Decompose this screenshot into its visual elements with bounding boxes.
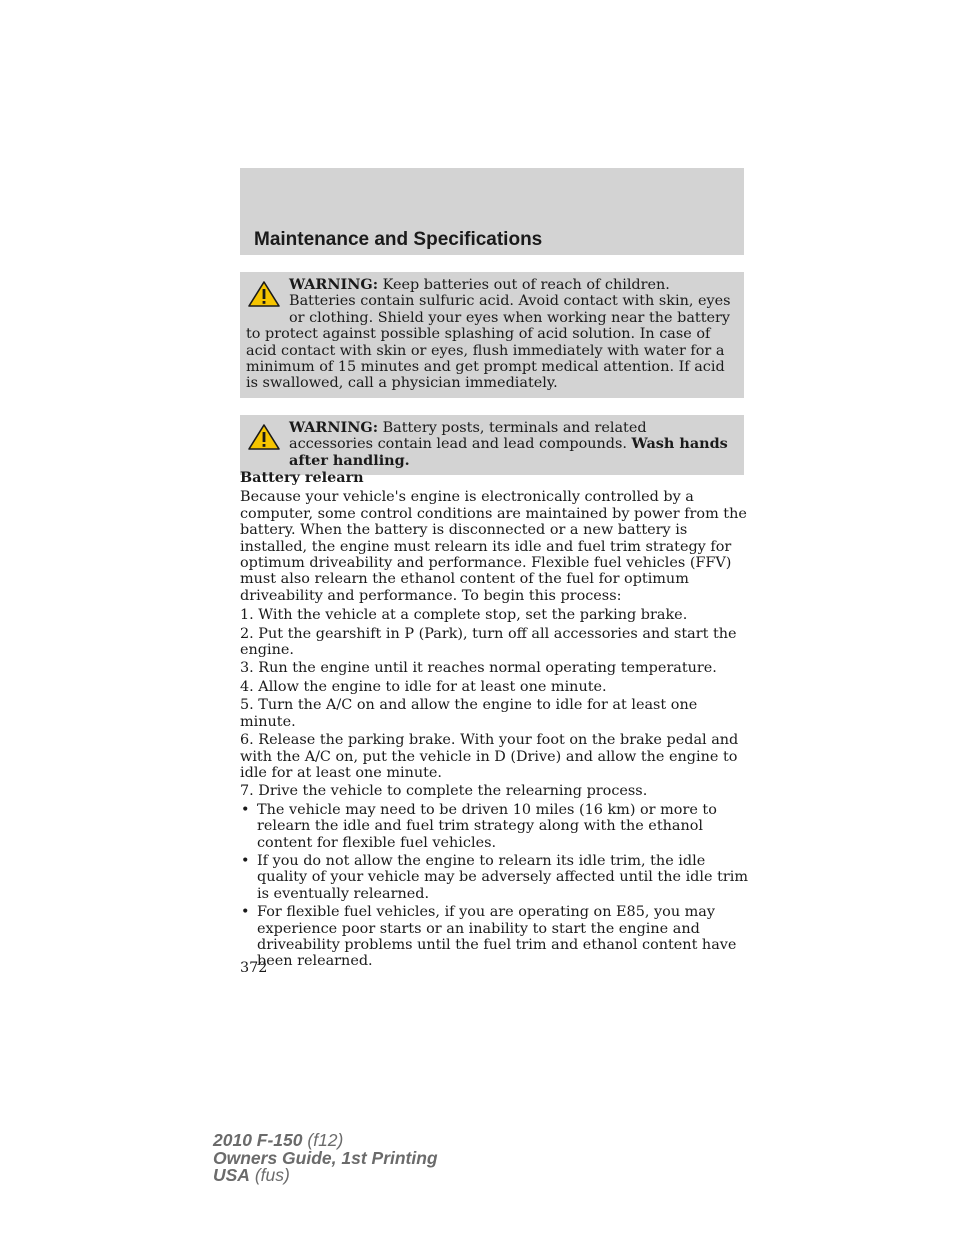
warning-emphasis: Wash hands after handling. [289, 435, 728, 469]
step-item: 4. Allow the engine to idle for at least one minute. [240, 678, 607, 695]
warning-label: WARNING: [289, 419, 379, 436]
footer-region: USA [213, 1165, 250, 1185]
footer-line-region [213, 1167, 438, 1185]
bullet-text: For flexible fuel vehicles, if you are operating on E85, you may experience poor starts or an inability to start the engine and driveability problems until the fuel trim and ethanol content have been relearned. [257, 904, 737, 970]
bullet-item [240, 853, 748, 902]
warning-text [246, 277, 734, 392]
step-item: 1. With the vehicle at a complete stop, set the parking brake. [240, 607, 688, 624]
bullet-dot: • [241, 852, 250, 869]
step-item: 7. Drive the vehicle to complete the relearning process. [240, 783, 648, 800]
bullet-text: The vehicle may need to be driven 10 miles (16 km) or more to relearn the idle and fuel trim strategy along with the ethanol content for flexible fuel vehicles. [257, 801, 717, 851]
section-header-band [240, 168, 744, 255]
warning-body: Keep batteries out of reach of children. Batteries contain sulfuric acid. Avoid contact with skin, eyes or clothing. Shield your eyes when working near the battery to protect against possible splashing of acid solution. In case of acid contact with skin or eyes, flush immediately with water for a minimum of 15 minutes and get prompt medical attention. If acid is swallowed, call a physician immediately. [246, 277, 731, 392]
page-number: 372 [240, 960, 268, 976]
bullet-dot: • [241, 801, 250, 818]
bullet-item [240, 802, 748, 851]
warning-triangle-icon [247, 280, 281, 308]
print-footer [213, 1132, 438, 1185]
section-intro: Because your vehicle's engine is electronically controlled by a computer, some control conditions are maintained by power from the battery. When the battery is disconnected or a new battery is installed, the engine must relearn its idle and fuel trim strategy for optimum driveability and performance. Flexible fuel vehicles (FFV) must also relearn the ethanol content of the fuel for optimum driveability and performance. To begin this process: [240, 489, 747, 604]
footer-region-code: (fus) [249, 1165, 290, 1185]
warning-label: WARNING: [289, 276, 379, 293]
warning-text [246, 420, 734, 469]
step-item: 3. Run the engine until it reaches normal operating temperature. [240, 660, 717, 677]
step-item: 6. Release the parking brake. With your foot on the brake pedal and with the A/C on, put the vehicle in D (Drive) and allow the engine to idle for at least one minute. [240, 732, 739, 781]
step-item: 5. Turn the A/C on and allow the engine to idle for at least one minute. [240, 697, 698, 730]
footer-model-code: (f12) [302, 1130, 344, 1150]
section-heading: Battery relearn [240, 469, 364, 486]
warning-triangle-icon [247, 423, 281, 451]
bullet-dot: • [241, 904, 250, 921]
battery-relearn-section [240, 470, 748, 972]
footer-guide: Owners Guide, 1st Printing [213, 1147, 438, 1168]
page-title: Maintenance and Specifications [254, 229, 543, 250]
warning-body: Battery posts, terminals and related accessories contain lead and lead compounds. [289, 420, 647, 453]
bullet-item [240, 904, 748, 970]
bullet-text: If you do not allow the engine to relearn its idle trim, the idle quality of your vehicle may be adversely affected until the idle trim is eventually relearned. [257, 852, 748, 902]
step-item: 2. Put the gearshift in P (Park), turn off all accessories and start the engine. [240, 625, 737, 659]
footer-model: 2010 F-150 [213, 1130, 303, 1150]
warning-box-lead [240, 415, 744, 475]
warning-box-acid [240, 272, 744, 398]
